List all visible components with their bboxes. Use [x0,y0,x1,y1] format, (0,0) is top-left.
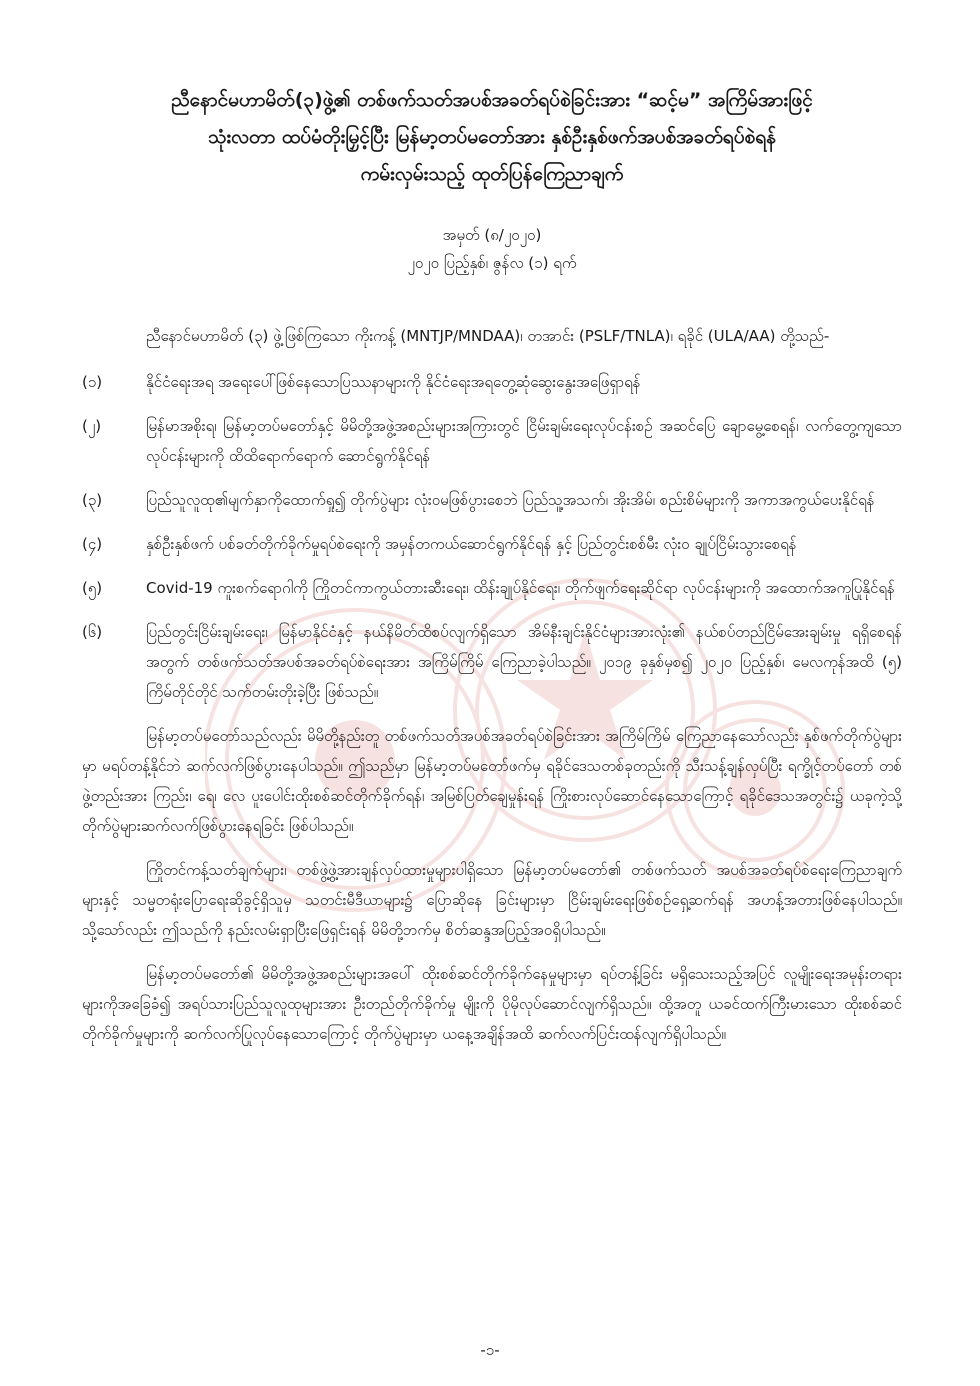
list-item-text: ပြည်သူလူထု၏မျက်နှာကိုထောက်ရှု၍ တိုက်ပွဲများ လုံးဝမဖြစ်ပွားစေဘဲ ပြည်သူ့အသက်၊ အိုးအိမ်၊ စည်းစိမ်များကို အကာအကွယ်ပေးနိုင်ရန် [146,491,875,509]
intro-paragraph: ညီနောင်မဟာမိတ် (၃) ဖွဲ့ဖြစ်ကြသော ကိုးကန့် (MNTJP/MNDAA)၊ တအာင်း (PSLF/TNLA)၊ ရခိုင် (ULA/AA) တို့သည်- [146,327,830,345]
statement-number: အမှတ် (၈/၂၀၂၀) [442,226,542,244]
list-item-number: (၆) [82,623,103,641]
list-item [82,411,902,471]
list-item [82,485,902,515]
list-item-text: Covid-19 ကူးစက်ရောဂါကို ကြိုတင်ကာကွယ်တားဆီးရေး၊ ထိန်းချုပ်နိုင်ရေး၊ တိုက်ဖျက်ရေးဆိုင်ရာ လုပ်ငန်းများကို အထောက်အကူပြုနိုင်ရန် [146,579,895,597]
list-item [82,367,902,397]
document-meta [82,221,902,277]
list-item-number: (၃) [82,491,103,509]
page-number: -၁- [480,1341,500,1359]
title-line-2: သုံးလတာ ထပ်မံတိုးမြှင့်ပြီး မြန်မာ့တပ်မတော်အား နှစ်ဦးနှစ်ဖက်အပစ်အခတ်ရပ်စဲရန် [207,126,776,148]
list-item [82,617,902,707]
body-paragraph-2: ကြိုတင်ကန့်သတ်ချက်များ၊ တစ်ဖွဲ့ဖွဲ့အားချန်လှပ်ထားမှုများပါရှိသော မြန်မာ့တပ်မတော်၏ တစ်ဖက်သတ် အပစ်အခတ်ရပ်စဲရေးကြေညာချက်များနှင့် သမ္မတရုံးပြောရေးဆိုခွင့်ရှိသူမှ သတင်းမီဒီယာများ၌ ပြောဆိုနေ ခြင်းများမှာ ငြိမ်းချမ်းရေးဖြစ်စဉ်ရှေ့ဆက်ရန် အဟန့်အတားဖြစ်နေပါသည်။ သို့သော်လည်း ဤသည်ကို နည်းလမ်းရှာပြီးဖြေရှင်းရန် မိမိတို့ဘက်မှ စိတ်ဆန္ဒအပြည့်အဝရှိပါသည်။ [82,861,902,939]
list-item [82,529,902,559]
list-item-number: (၄) [82,535,103,553]
list-item-number: (၁) [82,373,103,391]
statement-date: ၂၀၂၀ ပြည့်နှစ်၊ ဇွန်လ (၁) ရက် [407,254,577,272]
document-title [88,82,896,193]
list-item-text: နိုင်ငံရေးအရ အရေးပေါ်ဖြစ်နေသောပြဿနာများကို နိုင်ငံရေးအရတွေ့ဆုံဆွေးနွေးအဖြေရှာရန် [146,373,641,391]
title-line-1: ညီနောင်မဟာမိတ်(၃)ဖွဲ့၏ တစ်ဖက်သတ်အပစ်အခတ်ရပ်စဲခြင်းအား “ဆင့်မ” အကြိမ်အားဖြင့် [171,89,813,111]
list-item-number: (၅) [82,579,103,597]
list-item-number: (၂) [82,417,102,435]
list-item-text: နှစ်ဦးနှစ်ဖက် ပစ်ခတ်တိုက်ခိုက်မှုရပ်စဲရေးကို အမှန်တကယ်ဆောင်ရွက်နိုင်ရန် နှင့် ပြည်တွင်းစစ်မီး လုံးဝ ချုပ်ငြိမ်းသွားစေရန် [146,535,797,553]
title-line-3: ကမ်းလှမ်းသည့် ထုတ်ပြန်ကြေညာချက် [360,163,624,185]
list-item-text: ပြည်တွင်းငြိမ်းချမ်းရေး၊ မြန်မာနိုင်ငံနှင့် နယ်နိမိတ်ထိစပ်လျက်ရှိသော အိမ်နီးချင်းနိုင်ငံများအားလုံး၏ နယ်စပ်တည်ငြိမ်အေးချမ်းမှု ရရှိစေရန်အတွက် တစ်ဖက်သတ်အပစ်အခတ်ရပ်စဲရေးအား အကြိမ်ကြိမ် ကြေညာခဲ့ပါသည်။ ၂၀၁၉ ခုနှစ်မှစ၍ ၂၀၂၀ ပြည့်နှစ်၊ မေလကုန်အထိ (၅) ကြိမ်တိုင်တိုင် သက်တမ်းတိုးခဲ့ပြီး ဖြစ်သည်။ [146,623,902,701]
list-item [82,573,902,603]
body-paragraph-3: မြန်မာ့တပ်မတော်၏ မိမိတို့အဖွဲ့အစည်းများအပေါ် ထိုးစစ်ဆင်တိုက်ခိုက်နေမှုများမှာ ရပ်တန့်ခြင်း မရှိသေးသည့်အပြင် လူမျိုးရေးအမုန်းတရားများကိုအခြေခံ၍ အရပ်သားပြည်သူလူထုများအား ဦးတည်တိုက်ခိုက်မှု မျိုးကို ပိုမိုလုပ်ဆောင်လျက်ရှိသည်။ ထို့အတူ ယခင်ထက်ကြီးမားသော ထိုးစစ်ဆင်တိုက်ခိုက်မှုများကို ဆက်လက်ပြုလုပ်နေသောကြောင့် တိုက်ပွဲများမှာ ယနေ့အချိန်အထိ ဆက်လက်ပြင်းထန်လျက်ရှိပါသည်။ [82,965,902,1043]
numbered-list [82,367,902,707]
body-paragraph-1: မြန်မာ့တပ်မတော်သည်လည်း မိမိတို့နည်းတူ တစ်ဖက်သတ်အပစ်အခတ်ရပ်စဲခြင်းအား အကြိမ်ကြိမ် ကြေညာနေသော်လည်း နှစ်ဖက်တိုက်ပွဲများမှာ မရပ်တန့်နိုင်ဘဲ ဆက်လက်ဖြစ်ပွားနေပါသည်။ ဤသည်မှာ မြန်မာ့တပ်မတော်ဖက်မှ ရခိုင်ဒေသတစ်ခုတည်းကို သီးသန့်ချန်လှပ်ပြီး ရက္ခိုင့်တပ်တော် တစ်ဖွဲ့တည်းအား ကြည်း၊ ရေ၊ လေ ပူးပေါင်းထိုးစစ်ဆင်တိုက်ခိုက်ရန်၊ အမြစ်ပြတ်ချေမှုန်းရန် ကြိုးစားလုပ်ဆောင်နေသောကြောင့် ရခိုင်ဒေသအတွင်း၌ ယခုကဲ့သို့ တိုက်ပွဲများဆက်လက်ဖြစ်ပွားနေရခြင်း ဖြစ်ပါသည်။ [82,727,902,835]
list-item-text: မြန်မာအစိုးရ၊ မြန်မာ့တပ်မတော်နှင့် မိမိတို့အဖွဲ့အစည်းများအကြားတွင် ငြိမ်းချမ်းရေးလုပ်ငန်းစဉ် အဆင်ပြေ ချောမွေ့စေရန်၊ လက်တွေ့ကျသောလုပ်ငန်းများကို ထိထိရောက်ရောက် ဆောင်ရွက်နိုင်ရန် [146,417,902,465]
